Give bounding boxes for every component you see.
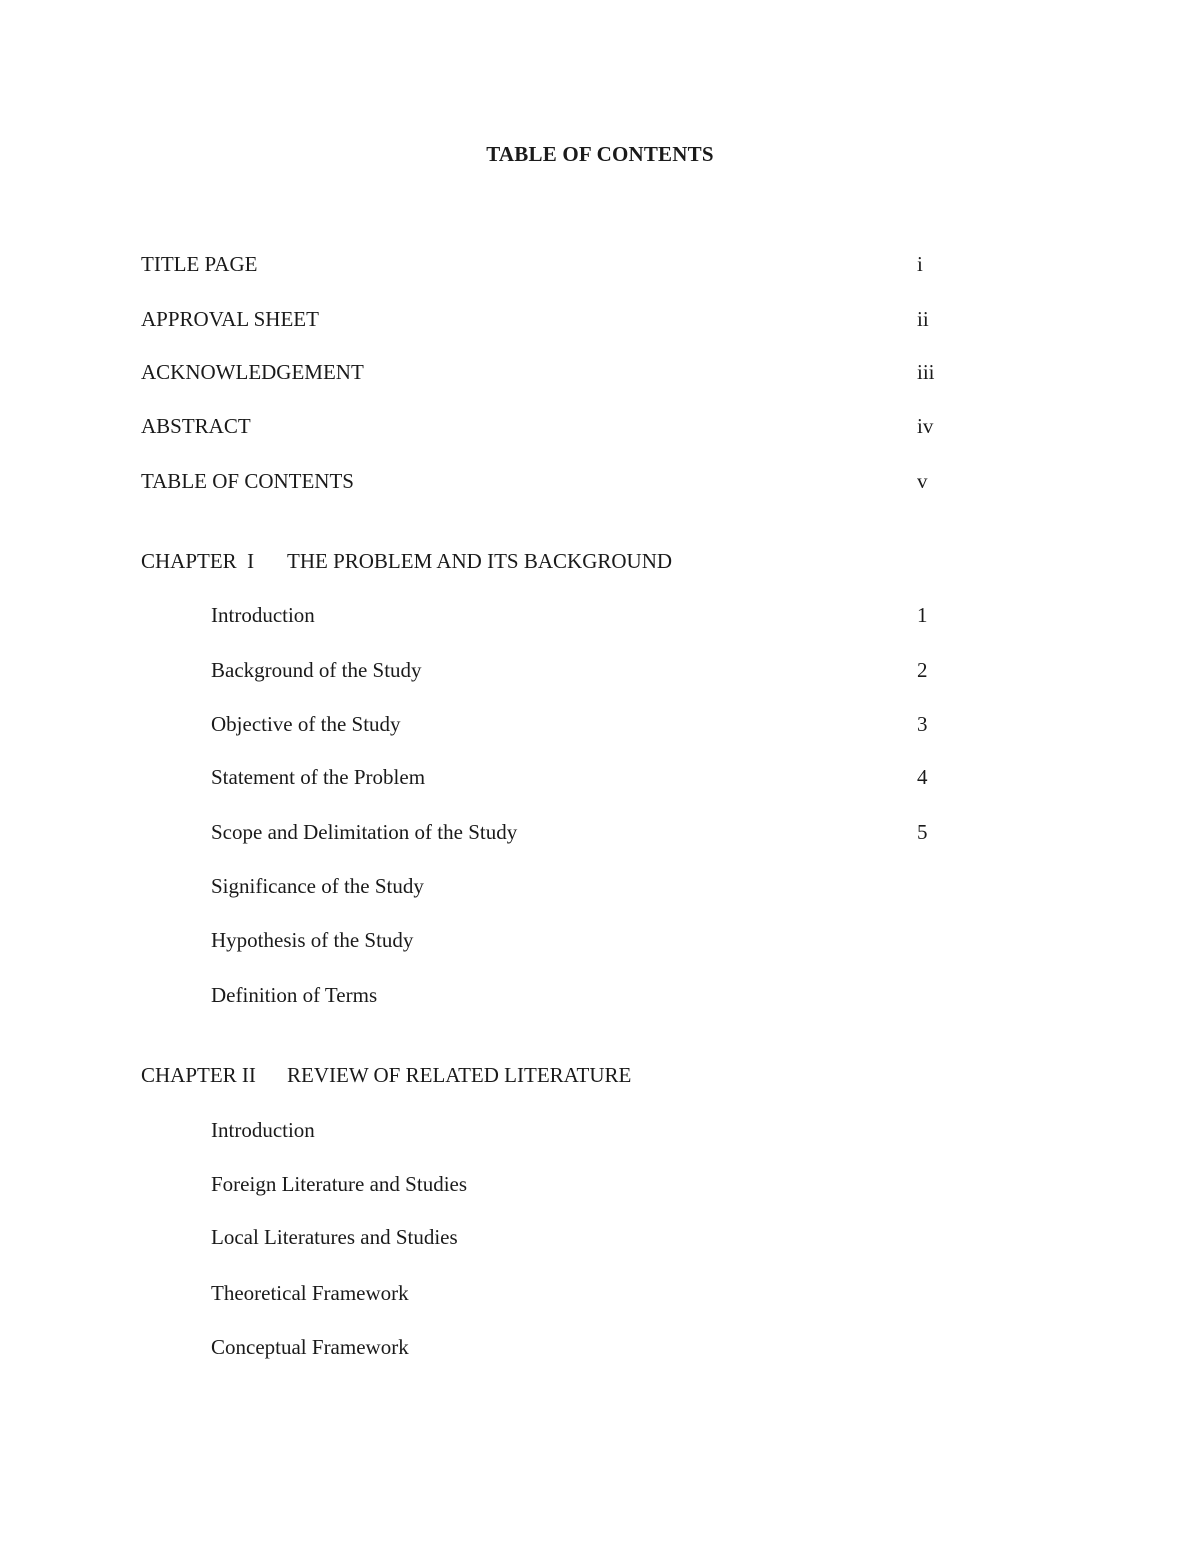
chapter-number: CHAPTER I — [141, 549, 255, 573]
toc-entry-ch1-hypothesis — [141, 925, 941, 955]
toc-entry-label: APPROVAL SHEET — [141, 307, 319, 331]
toc-entry-page-number: ii — [917, 307, 929, 331]
toc-entry-approval-sheet — [141, 304, 941, 334]
toc-entry-page-number: 5 — [917, 820, 928, 844]
toc-entry-ch1-definition — [141, 980, 941, 1010]
chapter-title: THE PROBLEM AND ITS BACKGROUND — [287, 549, 673, 573]
toc-entry-ch1-statement — [141, 762, 941, 792]
chapter-1-heading — [141, 546, 672, 576]
toc-entry-page-number: iii — [917, 360, 935, 384]
toc-entry-ch1-significance — [141, 871, 941, 901]
toc-entry-label: Definition of Terms — [211, 983, 378, 1007]
toc-entry-page-number: i — [917, 252, 923, 276]
toc-entry-ch2-theoretical — [141, 1278, 941, 1308]
toc-entry-ch2-conceptual — [141, 1332, 941, 1362]
toc-entry-ch1-scope — [141, 817, 941, 847]
toc-entry-ch1-background — [141, 655, 941, 685]
toc-entry-label: ABSTRACT — [141, 414, 251, 438]
toc-entry-page-number: 4 — [917, 765, 928, 789]
toc-entry-table-of-contents — [141, 466, 941, 496]
toc-entry-label: Hypothesis of the Study — [211, 928, 414, 952]
toc-entry-abstract — [141, 411, 941, 441]
chapter-number: CHAPTER II — [141, 1063, 256, 1087]
toc-entry-label: Objective of the Study — [211, 712, 401, 736]
toc-entry-label: Introduction — [211, 1118, 315, 1142]
toc-entry-label: Significance of the Study — [211, 874, 424, 898]
toc-entry-page-number: v — [917, 469, 928, 493]
toc-entry-label: TABLE OF CONTENTS — [141, 469, 354, 493]
toc-entry-ch2-introduction — [141, 1115, 941, 1145]
toc-entry-label: ACKNOWLEDGEMENT — [141, 360, 364, 384]
chapter-2-heading — [141, 1060, 631, 1090]
toc-entry-ch1-introduction — [141, 600, 941, 630]
toc-entry-ch1-objective — [141, 709, 941, 739]
toc-entry-page-number: 1 — [917, 603, 928, 627]
page-title: TABLE OF CONTENTS — [486, 142, 714, 166]
toc-entry-page-number: 3 — [917, 712, 928, 736]
toc-entry-label: Conceptual Framework — [211, 1335, 409, 1359]
toc-entry-label: Theoretical Framework — [211, 1281, 409, 1305]
toc-entry-acknowledgement — [141, 357, 941, 387]
toc-entry-label: Local Literatures and Studies — [211, 1225, 458, 1249]
toc-entry-label: TITLE PAGE — [141, 252, 258, 276]
toc-entry-label: Background of the Study — [211, 658, 422, 682]
toc-entry-page-number: iv — [917, 414, 934, 438]
toc-entry-label: Foreign Literature and Studies — [211, 1172, 468, 1196]
toc-entry-title-page — [141, 249, 941, 279]
toc-entry-label: Statement of the Problem — [211, 765, 426, 789]
toc-entry-label: Introduction — [211, 603, 315, 627]
toc-entry-ch2-foreign — [141, 1169, 941, 1199]
toc-entry-ch2-local — [141, 1222, 941, 1252]
toc-entry-page-number: 2 — [917, 658, 928, 682]
toc-entry-label: Scope and Delimitation of the Study — [211, 820, 518, 844]
chapter-title: REVIEW OF RELATED LITERATURE — [287, 1063, 632, 1087]
